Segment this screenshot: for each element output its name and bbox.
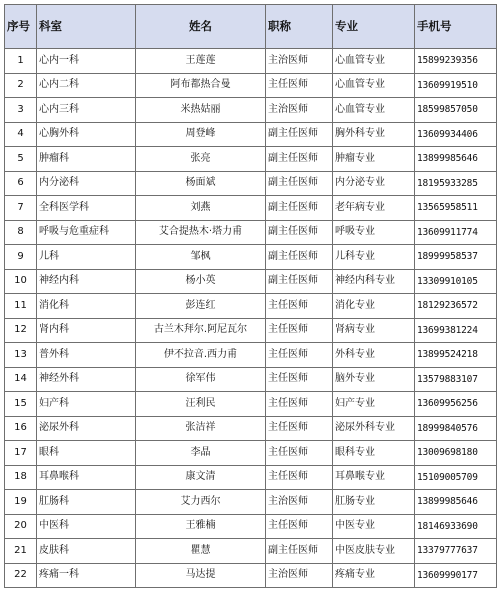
table-row bbox=[5, 465, 497, 490]
table-row bbox=[5, 539, 497, 564]
cell-name: 邹枫 bbox=[136, 245, 266, 270]
cell-phone: 18999958537 bbox=[415, 245, 497, 270]
table-row bbox=[5, 122, 497, 147]
cell-department: 心胸外科 bbox=[37, 122, 136, 147]
table-row bbox=[5, 392, 497, 417]
cell-specialty: 脑外专业 bbox=[333, 367, 415, 392]
cell-index: 1 bbox=[5, 49, 37, 74]
cell-specialty: 眼科专业 bbox=[333, 441, 415, 466]
cell-title: 主治医师 bbox=[266, 49, 333, 74]
doctor-contact-table bbox=[4, 4, 497, 588]
cell-phone: 15899239356 bbox=[415, 49, 497, 74]
cell-specialty: 肛肠专业 bbox=[333, 490, 415, 515]
table-row bbox=[5, 441, 497, 466]
cell-department: 妇产科 bbox=[37, 392, 136, 417]
cell-title: 副主任医师 bbox=[266, 147, 333, 172]
cell-title: 主任医师 bbox=[266, 392, 333, 417]
cell-name: 康文清 bbox=[136, 465, 266, 490]
cell-department: 心内三科 bbox=[37, 98, 136, 123]
cell-specialty: 心血管专业 bbox=[333, 73, 415, 98]
cell-specialty: 心血管专业 bbox=[333, 98, 415, 123]
cell-index: 3 bbox=[5, 98, 37, 123]
cell-department: 皮肤科 bbox=[37, 539, 136, 564]
cell-index: 19 bbox=[5, 490, 37, 515]
cell-department: 耳鼻喉科 bbox=[37, 465, 136, 490]
table-row bbox=[5, 220, 497, 245]
cell-name: 马达提 bbox=[136, 563, 266, 588]
cell-phone: 18599857050 bbox=[415, 98, 497, 123]
cell-index: 10 bbox=[5, 269, 37, 294]
cell-department: 肛肠科 bbox=[37, 490, 136, 515]
cell-name: 杨小英 bbox=[136, 269, 266, 294]
cell-title: 主任医师 bbox=[266, 367, 333, 392]
cell-phone: 13309910105 bbox=[415, 269, 497, 294]
cell-name: 伊不拉音.西力甫 bbox=[136, 343, 266, 368]
cell-phone: 13899985646 bbox=[415, 490, 497, 515]
cell-specialty: 外科专业 bbox=[333, 343, 415, 368]
table-row bbox=[5, 416, 497, 441]
cell-specialty: 疼痛专业 bbox=[333, 563, 415, 588]
cell-index: 13 bbox=[5, 343, 37, 368]
cell-index: 8 bbox=[5, 220, 37, 245]
cell-title: 副主任医师 bbox=[266, 196, 333, 221]
table-row bbox=[5, 318, 497, 343]
cell-title: 主任医师 bbox=[266, 73, 333, 98]
header-name: 姓名 bbox=[136, 5, 266, 49]
cell-name: 王莲莲 bbox=[136, 49, 266, 74]
cell-specialty: 妇产专业 bbox=[333, 392, 415, 417]
cell-index: 17 bbox=[5, 441, 37, 466]
cell-name: 瞿慧 bbox=[136, 539, 266, 564]
cell-phone: 18129236572 bbox=[415, 294, 497, 319]
cell-title: 副主任医师 bbox=[266, 245, 333, 270]
cell-department: 普外科 bbox=[37, 343, 136, 368]
table-row bbox=[5, 269, 497, 294]
cell-index: 22 bbox=[5, 563, 37, 588]
cell-title: 主任医师 bbox=[266, 441, 333, 466]
cell-specialty: 肿瘤专业 bbox=[333, 147, 415, 172]
cell-specialty: 神经内科专业 bbox=[333, 269, 415, 294]
cell-department: 心内一科 bbox=[37, 49, 136, 74]
cell-phone: 18146933690 bbox=[415, 514, 497, 539]
cell-department: 疼痛一科 bbox=[37, 563, 136, 588]
cell-title: 副主任医师 bbox=[266, 539, 333, 564]
cell-department: 神经外科 bbox=[37, 367, 136, 392]
cell-name: 张洁祥 bbox=[136, 416, 266, 441]
cell-name: 周登峰 bbox=[136, 122, 266, 147]
table-row bbox=[5, 147, 497, 172]
cell-title: 副主任医师 bbox=[266, 269, 333, 294]
cell-department: 肾内科 bbox=[37, 318, 136, 343]
cell-specialty: 胸外科专业 bbox=[333, 122, 415, 147]
cell-specialty: 呼吸专业 bbox=[333, 220, 415, 245]
cell-phone: 13899524218 bbox=[415, 343, 497, 368]
cell-phone: 13565958511 bbox=[415, 196, 497, 221]
cell-department: 儿科 bbox=[37, 245, 136, 270]
cell-title: 主任医师 bbox=[266, 465, 333, 490]
cell-title: 副主任医师 bbox=[266, 220, 333, 245]
cell-phone: 13609990177 bbox=[415, 563, 497, 588]
cell-name: 艾力西尔 bbox=[136, 490, 266, 515]
cell-index: 5 bbox=[5, 147, 37, 172]
cell-index: 18 bbox=[5, 465, 37, 490]
cell-name: 古兰木拜尔.阿尼瓦尔 bbox=[136, 318, 266, 343]
table-row bbox=[5, 294, 497, 319]
header-phone: 手机号 bbox=[415, 5, 497, 49]
cell-phone: 13009698180 bbox=[415, 441, 497, 466]
cell-index: 4 bbox=[5, 122, 37, 147]
cell-phone: 13609911774 bbox=[415, 220, 497, 245]
cell-phone: 18195933285 bbox=[415, 171, 497, 196]
cell-name: 张亮 bbox=[136, 147, 266, 172]
cell-department: 神经内科 bbox=[37, 269, 136, 294]
table-row bbox=[5, 490, 497, 515]
cell-specialty: 老年病专业 bbox=[333, 196, 415, 221]
cell-department: 心内二科 bbox=[37, 73, 136, 98]
cell-specialty: 肾病专业 bbox=[333, 318, 415, 343]
cell-title: 主治医师 bbox=[266, 98, 333, 123]
table-row bbox=[5, 343, 497, 368]
cell-title: 主治医师 bbox=[266, 563, 333, 588]
cell-title: 主任医师 bbox=[266, 294, 333, 319]
table-row bbox=[5, 196, 497, 221]
cell-specialty: 泌尿外科专业 bbox=[333, 416, 415, 441]
cell-name: 徐军伟 bbox=[136, 367, 266, 392]
cell-department: 内分泌科 bbox=[37, 171, 136, 196]
cell-name: 阿布都热合曼 bbox=[136, 73, 266, 98]
cell-title: 主任医师 bbox=[266, 514, 333, 539]
cell-index: 9 bbox=[5, 245, 37, 270]
header-department: 科室 bbox=[37, 5, 136, 49]
cell-index: 12 bbox=[5, 318, 37, 343]
header-specialty: 专业 bbox=[333, 5, 415, 49]
table-row bbox=[5, 245, 497, 270]
cell-title: 主治医师 bbox=[266, 490, 333, 515]
cell-index: 2 bbox=[5, 73, 37, 98]
header-index: 序号 bbox=[5, 5, 37, 49]
table-row bbox=[5, 98, 497, 123]
cell-phone: 13609956256 bbox=[415, 392, 497, 417]
cell-phone: 15109005709 bbox=[415, 465, 497, 490]
table-row bbox=[5, 367, 497, 392]
cell-name: 米热姑丽 bbox=[136, 98, 266, 123]
table-body bbox=[5, 49, 497, 588]
cell-index: 21 bbox=[5, 539, 37, 564]
cell-department: 中医科 bbox=[37, 514, 136, 539]
table-row bbox=[5, 563, 497, 588]
cell-name: 艾合提热木·塔力甫 bbox=[136, 220, 266, 245]
cell-name: 李晶 bbox=[136, 441, 266, 466]
cell-specialty: 儿科专业 bbox=[333, 245, 415, 270]
cell-index: 20 bbox=[5, 514, 37, 539]
cell-title: 主任医师 bbox=[266, 343, 333, 368]
cell-name: 刘燕 bbox=[136, 196, 266, 221]
cell-index: 11 bbox=[5, 294, 37, 319]
cell-index: 14 bbox=[5, 367, 37, 392]
cell-name: 王雅楠 bbox=[136, 514, 266, 539]
cell-title: 主任医师 bbox=[266, 416, 333, 441]
cell-title: 主任医师 bbox=[266, 318, 333, 343]
cell-index: 15 bbox=[5, 392, 37, 417]
cell-index: 16 bbox=[5, 416, 37, 441]
table-header bbox=[5, 5, 497, 49]
cell-department: 消化科 bbox=[37, 294, 136, 319]
cell-phone: 13699381224 bbox=[415, 318, 497, 343]
cell-phone: 13609919510 bbox=[415, 73, 497, 98]
cell-index: 6 bbox=[5, 171, 37, 196]
cell-phone: 13609934406 bbox=[415, 122, 497, 147]
cell-phone: 13579883107 bbox=[415, 367, 497, 392]
header-row bbox=[5, 5, 497, 49]
table-row bbox=[5, 49, 497, 74]
cell-name: 彭连红 bbox=[136, 294, 266, 319]
cell-specialty: 耳鼻喉专业 bbox=[333, 465, 415, 490]
cell-department: 呼吸与危重症科 bbox=[37, 220, 136, 245]
cell-title: 副主任医师 bbox=[266, 122, 333, 147]
cell-phone: 13379777637 bbox=[415, 539, 497, 564]
cell-specialty: 中医专业 bbox=[333, 514, 415, 539]
cell-department: 肿瘤科 bbox=[37, 147, 136, 172]
table-row bbox=[5, 73, 497, 98]
cell-name: 杨面斌 bbox=[136, 171, 266, 196]
cell-index: 7 bbox=[5, 196, 37, 221]
cell-department: 眼科 bbox=[37, 441, 136, 466]
cell-department: 泌尿外科 bbox=[37, 416, 136, 441]
cell-name: 汪利民 bbox=[136, 392, 266, 417]
cell-specialty: 消化专业 bbox=[333, 294, 415, 319]
cell-specialty: 中医皮肤专业 bbox=[333, 539, 415, 564]
cell-phone: 18999840576 bbox=[415, 416, 497, 441]
cell-department: 全科医学科 bbox=[37, 196, 136, 221]
cell-specialty: 内分泌专业 bbox=[333, 171, 415, 196]
cell-phone: 13899985646 bbox=[415, 147, 497, 172]
header-title: 职称 bbox=[266, 5, 333, 49]
cell-title: 副主任医师 bbox=[266, 171, 333, 196]
cell-specialty: 心血管专业 bbox=[333, 49, 415, 74]
table-row bbox=[5, 171, 497, 196]
table-row bbox=[5, 514, 497, 539]
